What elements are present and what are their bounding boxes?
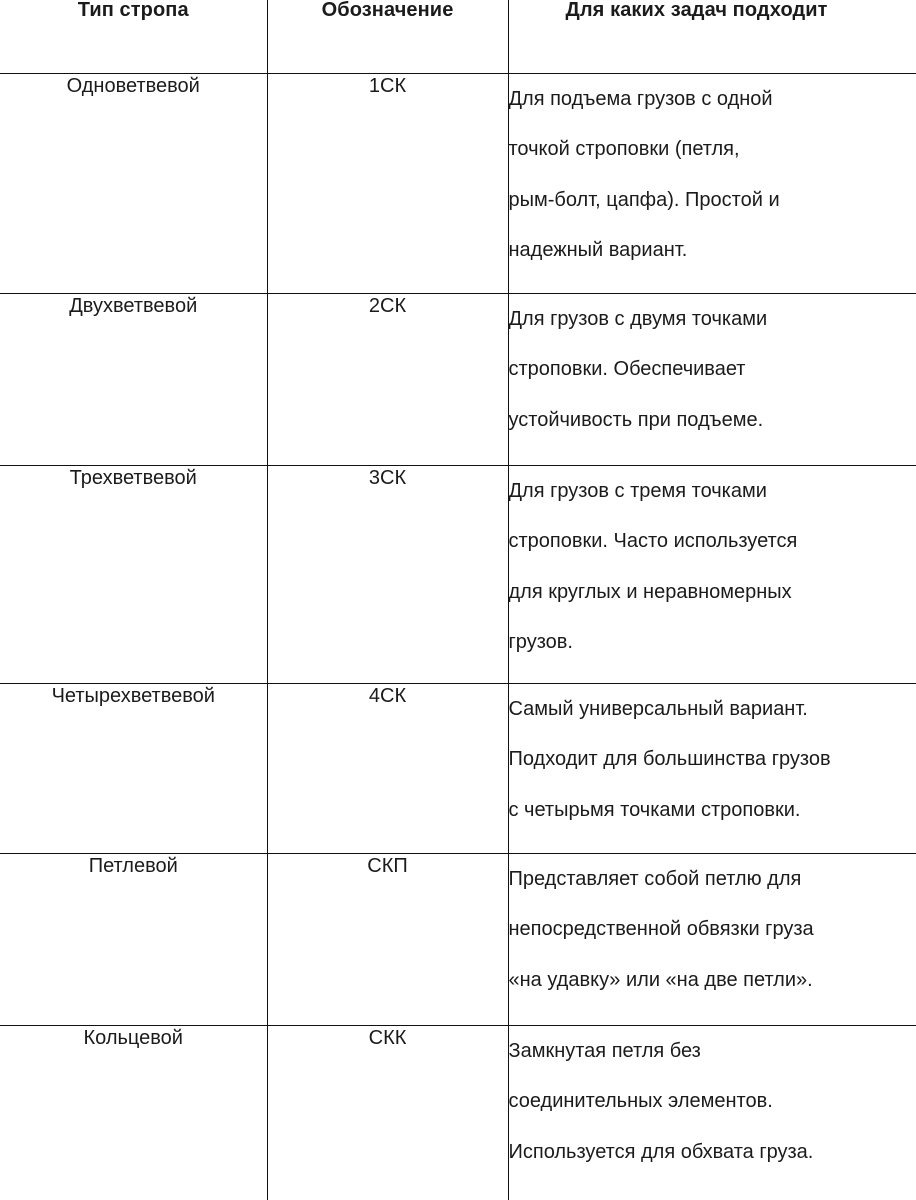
table-row bbox=[0, 853, 916, 1025]
sling-purpose-cell bbox=[508, 73, 916, 293]
sling-purpose-cell bbox=[508, 853, 916, 1025]
sling-code-cell: СКП bbox=[267, 853, 508, 1025]
purpose-line: непосредственной обвязки груза bbox=[508, 918, 814, 940]
table-row bbox=[0, 293, 916, 465]
purpose-line: рым-болт, цапфа). Простой и bbox=[508, 188, 780, 211]
sling-type-cell: Четырехветвевой bbox=[0, 683, 267, 853]
purpose-line: Для грузов с двумя точками bbox=[508, 307, 768, 330]
table-row bbox=[0, 465, 916, 683]
sling-purpose-cell bbox=[508, 683, 916, 853]
sling-purpose-cell bbox=[508, 1025, 916, 1200]
sling-code-cell: 3СК bbox=[267, 465, 508, 683]
table-row bbox=[0, 73, 916, 293]
purpose-line: грузов. bbox=[508, 631, 573, 653]
purpose-line: с четырьмя точками строповки. bbox=[508, 798, 801, 821]
sling-code-cell: 4СК bbox=[267, 683, 508, 853]
purpose-line: Подходит для большинства грузов bbox=[508, 748, 831, 770]
purpose-line: Используется для обхвата груза. bbox=[508, 1140, 814, 1163]
sling-code-cell: 1СК bbox=[267, 73, 508, 293]
purpose-line: Представляет собой петлю для bbox=[508, 867, 802, 890]
purpose-line: Замкнутая петля без bbox=[508, 1039, 701, 1062]
sling-type-cell: Трехветвевой bbox=[0, 465, 267, 683]
purpose-line: строповки. Обеспечивает bbox=[508, 358, 746, 380]
purpose-line: Для грузов с тремя точками bbox=[508, 479, 767, 502]
purpose-line: Самый универсальный вариант. bbox=[508, 697, 808, 720]
table-row bbox=[0, 1025, 916, 1200]
purpose-line: строповки. Часто используется bbox=[508, 530, 798, 552]
purpose-line: точкой строповки (петля, bbox=[508, 138, 740, 160]
header-code: Обозначение bbox=[267, 0, 508, 73]
sling-type-cell: Одноветвевой bbox=[0, 73, 267, 293]
purpose-line: устойчивость при подъеме. bbox=[508, 408, 764, 431]
sling-type-cell: Кольцевой bbox=[0, 1025, 267, 1200]
sling-type-cell: Двухветвевой bbox=[0, 293, 267, 465]
purpose-line: «на удавку» или «на две петли». bbox=[508, 968, 813, 991]
sling-purpose-cell bbox=[508, 293, 916, 465]
table-header-row bbox=[0, 0, 916, 73]
header-purpose: Для каких задач подходит bbox=[508, 0, 916, 73]
purpose-line: Для подъема грузов с одной bbox=[508, 87, 773, 110]
sling-code-cell: 2СК bbox=[267, 293, 508, 465]
sling-purpose-cell bbox=[508, 465, 916, 683]
header-type: Тип стропа bbox=[0, 0, 267, 73]
purpose-line: соединительных элементов. bbox=[508, 1090, 773, 1112]
purpose-line: для круглых и неравномерных bbox=[508, 580, 792, 603]
purpose-line: надежный вариант. bbox=[508, 239, 688, 261]
sling-code-cell: СКК bbox=[267, 1025, 508, 1200]
table-row bbox=[0, 683, 916, 853]
sling-type-cell: Петлевой bbox=[0, 853, 267, 1025]
